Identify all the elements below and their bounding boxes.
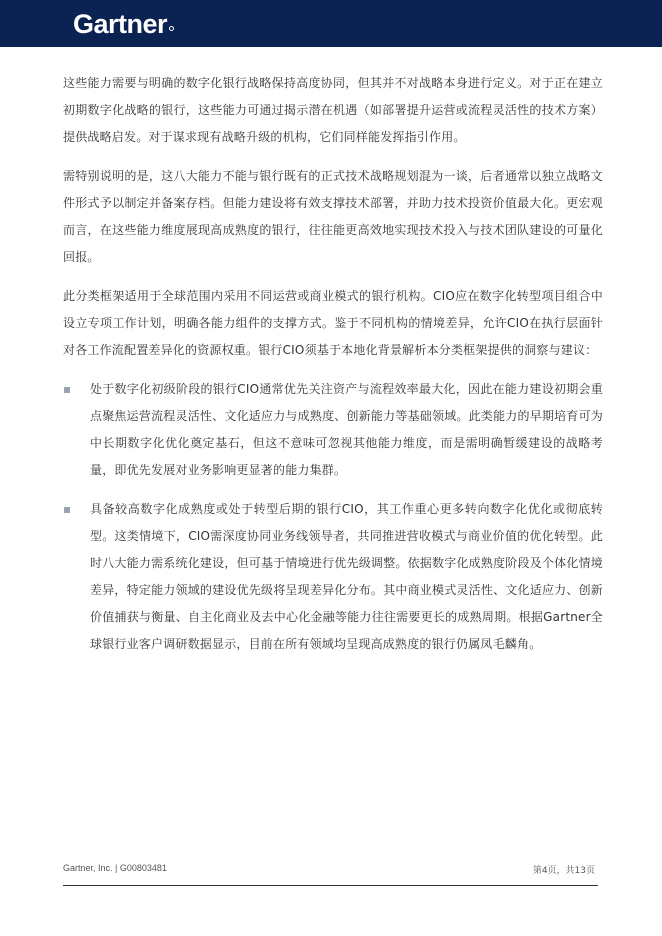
paragraph: 这些能力需要与明确的数字化银行战略保持高度协同，但其并不对战略本身进行定义。对于正在建立初期数字化战略的银行，这些能力可通过揭示潜在机遇（如部署提升运营或流程灵活性的技术方案）提供战略启发。对于谋求现有战略升级的机构，它们同样能发挥指引作用。	[63, 76, 603, 144]
footer-page-number: 第4页，共13页	[532, 866, 595, 876]
paragraph: 需特别说明的是，这八大能力不能与银行既有的正式技术战略规划混为一谈，后者通常以独立战略文件形式予以制定并备案存档。但能力建设将有效支撑技术部署，并助力技术投资价值最大化。更宏观而言，在这些能力维度展现高成熟度的银行，往往能更高效地实现技术投入与技术团队建设的可量化回报。	[63, 169, 603, 264]
bullet-text: 具备较高数字化成熟度或处于转型后期的银行CIO，其工作重心更多转向数字化优化或彻底转型。这类情境下，CIO需深度协同业务线领导者，共同推进营收模式与商业价值的优化转型。此时八大能力需系统化建设，但可基于情境进行优先级调整。依据数字化成熟度阶段及个体化情境差异，特定能力领域的建设优先级将呈现差异化分布。其中商业模式灵活性、文化适应力、创新价值捕获与衡量、自主化商业及去中心化金融等能力往往需要更长的成熟周期。根据Gartner全球银行业客户调研数据显示，目前在所有领域均呈现高成熟度的银行仍属凤毛麟角。	[90, 502, 603, 651]
page-body	[63, 70, 603, 670]
bullet-text: 处于数字化初级阶段的银行CIO通常优先关注资产与流程效率最大化，因此在能力建设初期会重点聚焦运营流程灵活性、文化适应力与成熟度、创新能力等基础领域。此类能力的早期培育可为中长期数字化优化奠定基石，但这不意味可忽视其他能力维度，而是需明确暂缓建设的战略考量，即优先发展对业务影响更显著的能力集群。	[90, 382, 603, 477]
bullet-item	[63, 376, 603, 484]
footer-doc-id: Gartner, Inc. | G00803481	[63, 863, 167, 873]
bullet-list	[63, 376, 603, 658]
registered-mark-icon	[169, 26, 174, 31]
header-bar	[0, 0, 662, 47]
bullet-item	[63, 496, 603, 658]
logo-text: Gartner	[73, 9, 168, 39]
footer-divider	[63, 885, 598, 886]
paragraph: 此分类框架适用于全球范围内采用不同运营或商业模式的银行机构。CIO应在数字化转型项目组合中设立专项工作计划，明确各能力组件的支撑方式。鉴于不同机构的情境差异，允许CIO在执行层面针对各工作流配置差异化的资源权重。银行CIO须基于本地化背景解析本分类框架提供的洞察与建议：	[63, 289, 603, 357]
square-bullet-icon	[64, 507, 70, 513]
square-bullet-icon	[64, 387, 70, 393]
gartner-logo[interactable]	[73, 7, 167, 41]
